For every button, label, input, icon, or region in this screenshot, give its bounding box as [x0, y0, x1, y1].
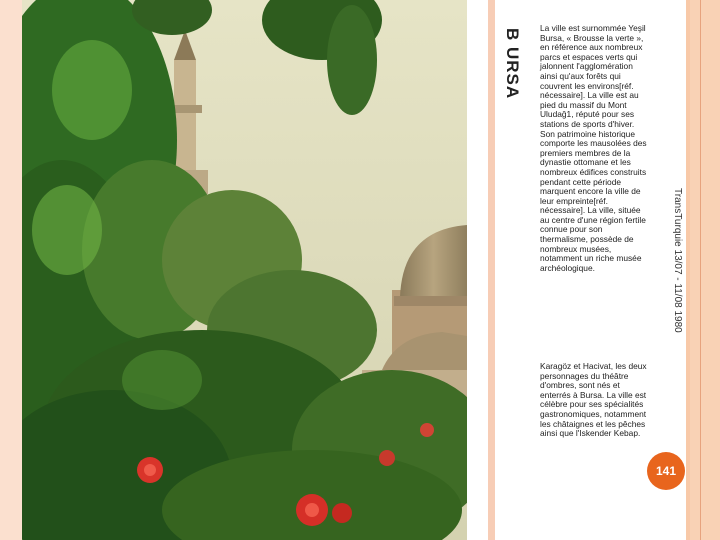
body-paragraph-1: La ville est surnommée Yeşil Bursa, « Brousse la verte », en référence aux nombreux parcs et espaces verts qui jalonnent l'agglomération ainsi qu'aux forêts qui couvrent les environs[réf. nécessaire]. La ville est au pied du massif du Mont Uludağ1, réputé pour ses stations de sports d'hiver. Son patrimoine historique comporte les mausolées des premiers membres de la dynastie ottomane et les nombreux édifices construits pendant cette période marquent encore la ville de leur empreinte[réf. nécessaire]. La ville, située au centre d'une région fertile connue pour son thermalisme, possède de nombreux musées, notamment un riche musée archéologique.	[540, 23, 647, 273]
slide-right-border-inner	[690, 0, 720, 540]
slide-divider	[467, 0, 490, 540]
slide-right-rule	[700, 0, 701, 540]
slide-title: B URSA	[503, 28, 522, 100]
accent-bar	[488, 0, 495, 540]
page-number-badge: 141	[647, 452, 685, 490]
bursa-mosque-photo	[22, 0, 467, 540]
slide-footer: TransTurquie 13/07 - 11/08 1980	[672, 188, 683, 333]
slide-left-border	[0, 0, 22, 540]
body-paragraph-2: Karagöz et Hacivat, les deux personnages du théâtre d'ombres, sont nés et enterrés à Bursa. La ville est célèbre pour ses spécialités gastronomiques, notamment les châtaignes et les pêches ainsi que l'Iskender Kebap.	[540, 361, 647, 439]
